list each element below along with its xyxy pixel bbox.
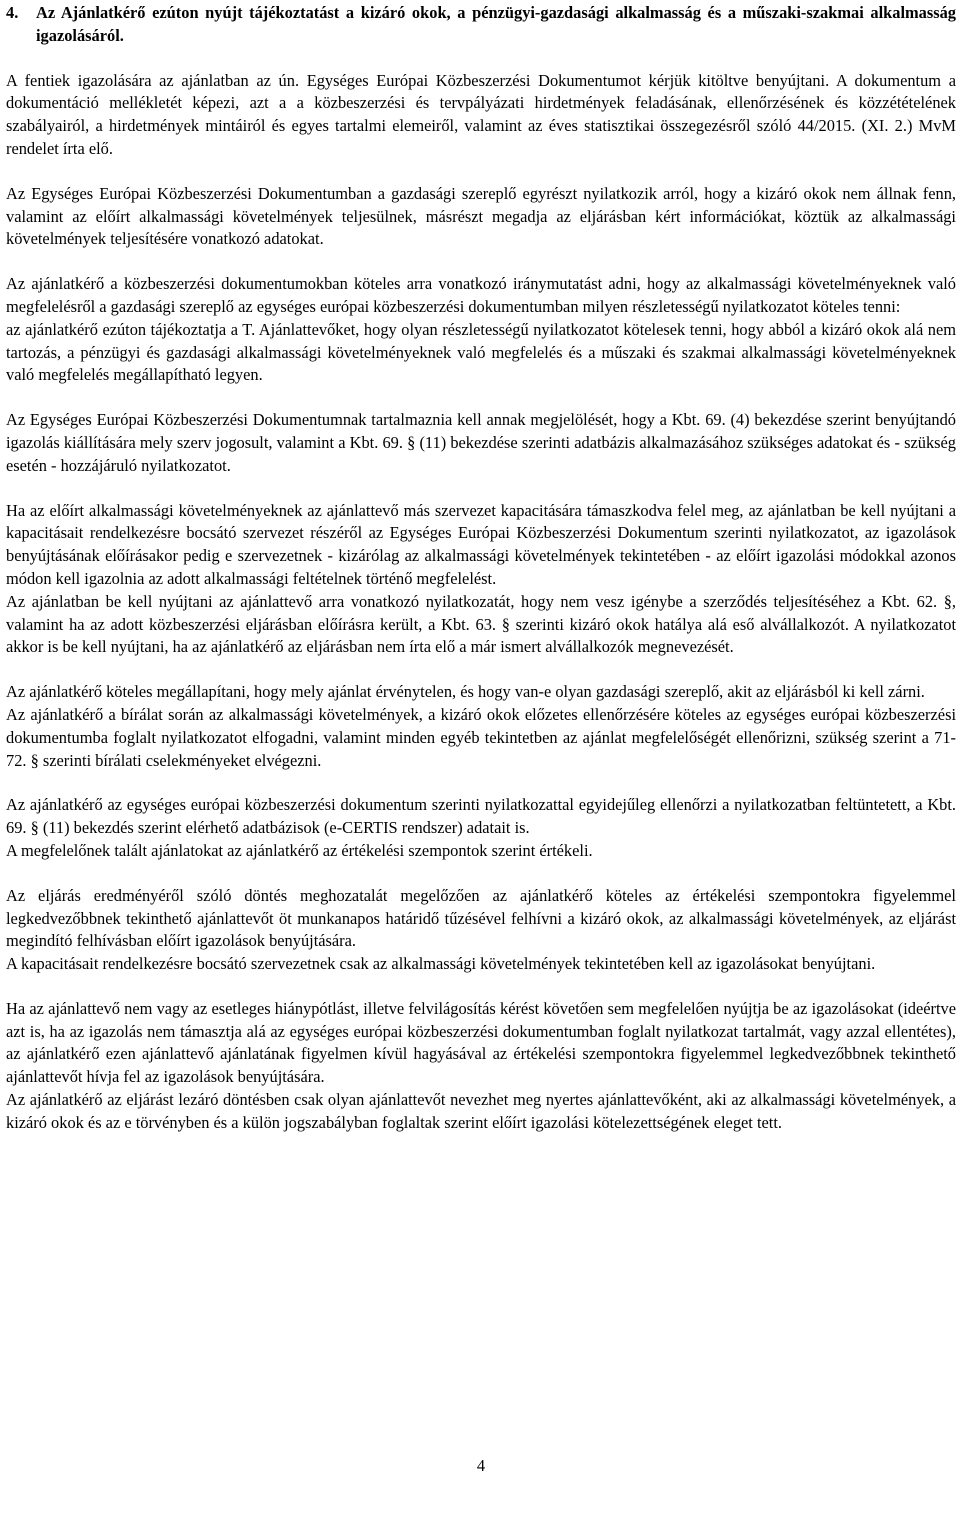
paragraph-9: Az ajánlatkérő a bírálat során az alkalmassági követelmények, a kizáró okok előzetes ellenőrzésére köteles az egységes európai közbeszerzési dokumentumba foglalt nyilatkozatot elfogadni, valamint minden egyéb tekintetben az ajánlat megfelelőségét ellenőrizni, szükség szerint a 71-72. § szerinti bírálati cselekményeket elvégezni. [6,704,956,770]
paragraph-8: Az ajánlatkérő köteles megállapítani, hogy mely ajánlat érvénytelen, és hogy van-e olyan gazdasági szereplő, akit az eljárásból ki kell zárni. [6,682,925,702]
paragraph-11: A megfelelőnek talált ajánlatokat az ajánlatkérő az értékelési szempontok szerint értékeli. [6,840,593,860]
page-number: 4 [476,1456,486,1475]
paragraph-2: Az Egységes Európai Közbeszerzési Dokumentumban a gazdasági szereplő egyrészt nyilatkozik arról, hogy a kizáró okok nem állnak fenn, valamint az előírt alkalmassági követelmények teljesülnek, másrészt megadja az eljárásban kért információkat, köztük az alkalmassági követelmények teljesítésére vonatkozó adatokat. [6,183,956,249]
paragraph-5: Az Egységes Európai Közbeszerzési Dokumentumnak tartalmaznia kell annak megjelölését, hogy a Kbt. 69. (4) bekezdése szerint benyújtandó igazolás kiállítására mely szerv jogosult, valamint a Kbt. 69. § (11) bekezdése szerinti adatbázis alkalmazásához szükséges adatokat és - szükség esetén - hozzájáruló nyilatkozatot. [6,410,956,475]
paragraph-3: Az ajánlatkérő a közbeszerzési dokumentumokban köteles arra vonatkozó iránymutatást adni, hogy az alkalmassági követelményeknek való megfelelésről a gazdasági szereplő az egységes európai közbeszerzési dokumentumban milyen részletességű nyilatkozatot köteles tenni: [6,274,956,316]
paragraph-4: az ajánlatkérő ezúton tájékoztatja a T. Ajánlattevőket, hogy olyan részletességű nyilatkozatot kötelesek tenni, hogy abból a kizáró okok alá nem tartozás, a pénzügyi és gazdasági alkalmassági követelményeknek való megfelelés és a műszaki és szakmai alkalmassági követelményeknek való megfelelés megállapítható legyen. [6,319,956,385]
paragraph-1: A fentiek igazolására az ajánlatban az ún. Egységes Európai Közbeszerzési Dokumentumot kérjük kitöltve benyújtani. A dokumentum a dokumentáció mellékletét képezi, azt a a közbeszerzési és tervpályázati hirdetmények feladásának, ellenőrzésének és közzétételének szabályairól, a hirdetmények mintáiról és egyes tartalmi elemeiről, valamint az éves statisztikai összegezésről szóló 44/2015. (XI. 2.) MvM rendelet írta elő. [6,70,956,158]
paragraph-7: Az ajánlatban be kell nyújtani az ajánlattevő arra vonatkozó nyilatkozatát, hogy nem vesz igénybe a szerződés teljesítéséhez a Kbt. 62. §, valamint ha az adott közbeszerzési eljárásban előírásra került, a Kbt. 63. § szerinti kizáró okok hatálya alá eső alvállalkozót. A nyilatkozatot akkor is be kell nyújtani, ha az ajánlatkérő az eljárásban nem írta elő a már ismert alvállalkozók megnevezését. [6,591,956,657]
section-heading [6,2,956,48]
section-title: Az Ajánlatkérő ezúton nyújt tájékoztatást a kizáró okok, a pénzügyi-gazdasági alkalmasság és a műszaki-szakmai alkalmasság igazolásáról. [36,3,956,45]
document-page [6,0,956,1513]
paragraph-13: A kapacitásait rendelkezésre bocsátó szervezetnek csak az alkalmassági követelmények tekintetében kell az igazolásokat benyújtani. [6,954,876,974]
section-number: 4. [6,3,19,22]
paragraph-12: Az eljárás eredményéről szóló döntés meghozatalát megelőzően az ajánlatkérő köteles az értékelési szempontokra figyelemmel legkedvezőbbnek tekinthető ajánlattevőt öt munkanapos határidő tűzésével felhívni a kizáró okok, az alkalmassági követelmények, az eljárást megindító felhívásban előírt igazolások benyújtására. [6,885,956,951]
paragraph-15: Az ajánlatkérő az eljárást lezáró döntésben csak olyan ajánlattevőt nevezhet meg nyertes ajánlattevőként, aki az alkalmassági követelmények, a kizáró okok és az e törvényben és a külön jogszabályban foglaltak szerint előírt igazolási kötelezettségének eleget tett. [6,1090,956,1132]
paragraph-14: Ha az ajánlattevő nem vagy az esetleges hiánypótlást, illetve felvilágosítás kérést követően sem megfelelően nyújtja be az igazolásokat (ideértve azt is, ha az igazolás nem támasztja alá az egységes európai közbeszerzési dokumentumban foglalt nyilatkozat tartalmát, vagy azzal ellentétes), az ajánlatkérő ezen ajánlattevő ajánlatának figyelmen kívül hagyásával az értékelési szempontokra figyelemmel legkedvezőbbnek tekinthető ajánlattevőt hívja fel az igazolások benyújtására. [6,998,956,1087]
paragraph-6: Ha az előírt alkalmassági követelményeknek az ajánlattevő más szervezet kapacitására támaszkodva felel meg, az ajánlatban be kell nyújtani a kapacitásait rendelkezésre bocsátó szervezet részéről az Egységes Európai Közbeszerzési Dokumentum szerinti nyilatkozatot, az igazolások benyújtásának előírásakor pedig e szervezetnek - kizárólag az alkalmassági követelmények tekintetében - az előírt igazolási módokkal azonos módon kell igazolnia az adott alkalmassági feltételnek történő megfelelést. [6,500,956,588]
paragraph-10: Az ajánlatkérő az egységes európai közbeszerzési dokumentum szerinti nyilatkozattal egyidejűleg ellenőrzi a nyilatkozatban feltüntetett, a Kbt. 69. § (11) bekezdés szerint elérhető adatbázisok (e-CERTIS rendszer) adatait is. [6,795,956,838]
